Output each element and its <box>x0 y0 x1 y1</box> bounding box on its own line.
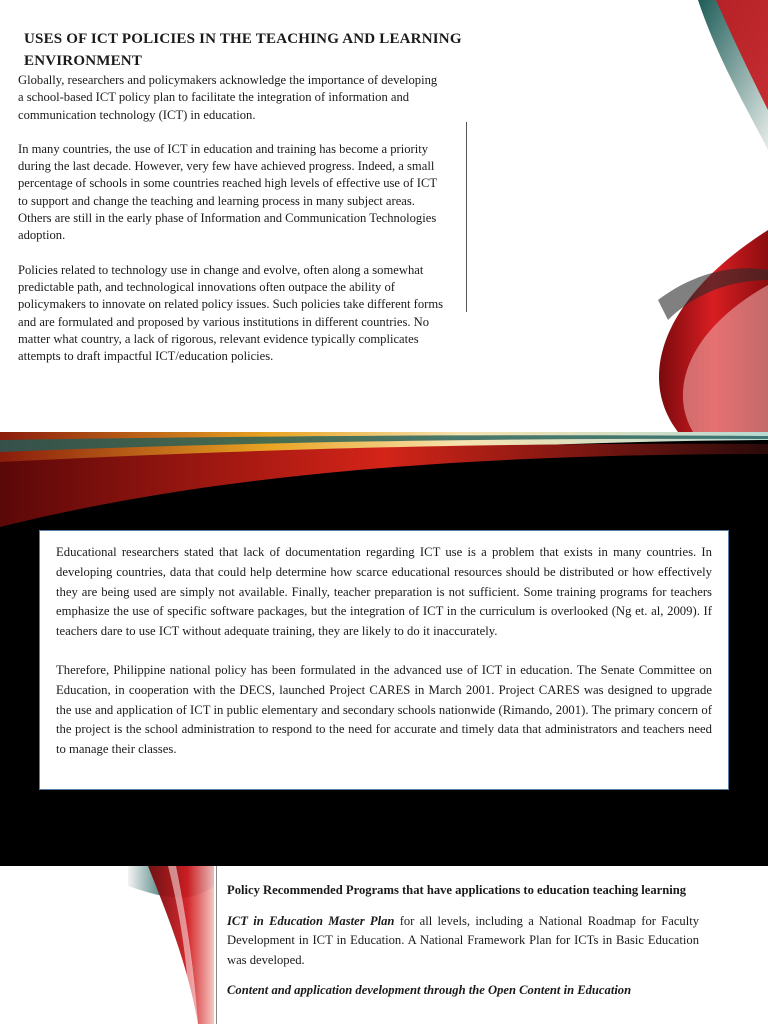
slide-title: USES OF ICT POLICIES IN THE TEACHING AND LEARNING ENVIRONMENT <box>24 31 462 69</box>
paragraph: In many countries, the use of ICT in education and training has become a priority during the last decade. However, very few have achieved progress. Indeed, a small percentage of schools in some countries reached high levels of effective use of ICT to support and change the teaching and learning process in many subject areas. Others are still in the early phase of Information and Communication Technologies adoption. <box>18 141 437 243</box>
slide-1 <box>0 0 768 432</box>
red-ribbon-decoration <box>598 0 768 432</box>
program-description: for all levels, including a National Roadmap for Faculty Development in ICT in Education. A National Framework Plan for ICTs in Basic Education was developed. <box>227 913 700 967</box>
section-heading: Policy Recommended Programs that have applications to education teaching learning <box>227 883 687 897</box>
program-title: Content and application development through the Open Content in Education <box>227 983 632 998</box>
paragraph: Globally, researchers and policymakers acknowledge the importance of developing a school-based ICT policy plan to facilitate the integration of information and communication technology (ICT) in education. <box>18 73 438 122</box>
paragraph: Educational researchers stated that lack of documentation regarding ICT use is a problem that exists in many countries. In developing countries, data that could help determine how scarce educational resources should be distributed or how effectively they are being used are simply not available. Finally, teacher preparation is not sufficient. Some training programs for teachers emphasize the use of specific software packages, but the integration of ICT in the curriculum is overlooked (Ng et. al, 2009). If teachers dare to use ICT without adequate training, they are likely to do it inaccurately. <box>56 545 712 639</box>
ribbon-swoosh-decoration <box>0 432 768 527</box>
program-item <box>227 912 699 971</box>
paragraph: Policies related to technology use in change and evolve, often along a somewhat predictable path, and technological innovations often outpace the ability of policymakers to innovate on related policy issues. Such policies take different forms and are formulated and proposed by various institutions in different countries. No matter what country, a lack of rigorous, relevant evidence typically complicates attempts to draft impactful ICT/education policies. <box>18 262 444 364</box>
slide-3 <box>0 866 768 1024</box>
paragraph: Therefore, Philippine national policy has been formulated in the advanced use of ICT in education. The Senate Committee on Education, in cooperation with the DECS, launched Project CARES in March 2001. Project CARES was designed to upgrade the use and application of ICT in public elementary and secondary schools nationwide (Rimando, 2001). The primary concern of the project is the school administration to respond to the need for accurate and timely data that administrators and teachers need to manage their classes. <box>56 662 712 757</box>
program-title: ICT in Education Master Plan <box>227 913 395 928</box>
vertical-divider <box>216 866 217 1024</box>
ribbon-decoration <box>128 866 214 1024</box>
slide-2 <box>0 432 768 866</box>
program-item <box>227 981 699 1001</box>
slide-3-content <box>227 881 699 1012</box>
slide-1-body <box>18 72 444 382</box>
divider-line <box>466 122 467 312</box>
text-box <box>39 530 729 790</box>
